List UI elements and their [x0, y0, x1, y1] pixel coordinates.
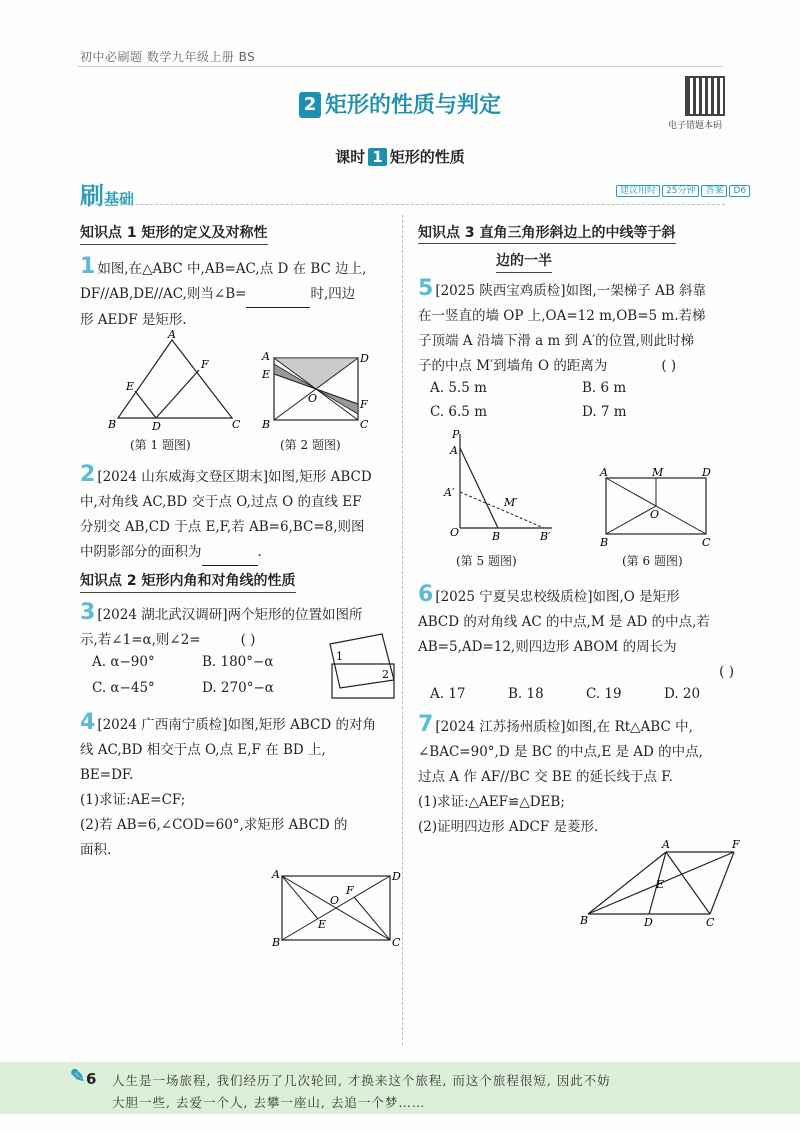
q2-line2: 中,对角线 AC,BD 交于点 O,过点 O 的直线 EF: [80, 494, 362, 510]
ladder-ab-prime: [460, 492, 544, 528]
label-o: O: [308, 392, 318, 405]
label-f: F: [346, 884, 354, 897]
label-e: E: [262, 368, 271, 381]
answer-label: 答案: [701, 185, 727, 197]
page-number: 6: [86, 1070, 97, 1088]
q1-line2b: 时,四边: [310, 286, 356, 302]
q2-line4b: .: [257, 544, 262, 560]
q4-line4: (1)求证:AE=CF;: [80, 792, 186, 808]
label-m-prime: M′: [504, 496, 518, 509]
quote-line1: 人生是一场旅程, 我们经历了几次轮回, 才换来这个旅程, 而这个旅程很短, 因此不妨: [112, 1073, 611, 1088]
q5-answer-paren[interactable]: ( ): [661, 358, 677, 374]
label-e: E: [318, 918, 327, 931]
label-c: C: [232, 418, 241, 431]
label-a: A: [450, 444, 458, 457]
label-d: D: [360, 352, 369, 365]
label-c: C: [392, 936, 401, 949]
q5-line1: [2025 陕西宝鸡质检]如图,一架梯子 AB 斜靠: [435, 283, 707, 299]
q7-line1: [2024 江苏扬州质检]如图,在 Rt△ABC 中,: [435, 719, 693, 735]
figure-q5: [440, 428, 560, 548]
label-b: B: [580, 914, 589, 927]
label-m: M: [652, 466, 664, 479]
book-header: 初中必刷题 数学九年级上册 BS: [80, 50, 256, 64]
angle-1-label: 1: [336, 650, 343, 663]
caption-q2: (第 2 题图): [280, 438, 341, 452]
label-a: A: [272, 868, 280, 881]
q5-option-c[interactable]: C. 6.5 m: [430, 404, 487, 420]
figure-q7: [578, 838, 744, 930]
q7-line4: (1)求证:△AEF≌△DEB;: [418, 794, 565, 810]
label-c: C: [702, 536, 711, 548]
angle-2-label: 2: [382, 668, 389, 681]
q1-line3: 形 AEDF 是矩形.: [80, 312, 187, 328]
segment-ac: [666, 852, 710, 914]
label-d: D: [392, 870, 401, 883]
segment-ab: [588, 852, 666, 914]
label-b: B: [262, 418, 271, 431]
q5-line3: 子顶端 A 沿墙下滑 a m 到 A′的位置,则此时梯: [418, 333, 694, 349]
column-divider: [402, 215, 404, 1045]
kp3-line1: 知识点 3 直角三角形斜边上的中线等于斜: [418, 225, 676, 244]
label-b: B: [492, 530, 501, 543]
qr-label: 电子错题本码: [668, 121, 723, 131]
header-divider: [78, 66, 723, 67]
q2-line4: 中阴影部分的面积为: [80, 544, 202, 560]
figure-q6: [596, 464, 716, 548]
label-o: O: [330, 894, 340, 907]
question-number: 5: [418, 276, 434, 301]
label-f: F: [201, 358, 209, 371]
q7-line5: (2)证明四边形 ADCF 是菱形.: [418, 819, 599, 835]
q6-line2: ABCD 的对角线 AC 的中点,M 是 AD 的中点,若: [418, 614, 710, 630]
lesson-text: 矩形的性质: [389, 148, 465, 166]
q2-answer-blank[interactable]: [202, 540, 258, 566]
q6-option-a[interactable]: A. 17: [430, 686, 466, 702]
label-a: A: [262, 350, 270, 363]
label-e: E: [126, 380, 135, 393]
label-b: B: [600, 536, 609, 548]
question-1: [80, 254, 396, 333]
question-number: 3: [80, 600, 96, 625]
section-label: 基础: [104, 190, 135, 208]
q5-line2: 在一竖直的墙 OP 上,OA=12 m,OB=5 m.若梯: [418, 308, 706, 324]
lesson-title: [0, 146, 800, 167]
time-box: [614, 183, 750, 196]
page-pencil-icon: ✎: [70, 1066, 86, 1087]
figure-q2: [260, 348, 370, 432]
footer-quote: [112, 1070, 742, 1114]
label-d: D: [152, 420, 161, 432]
figure-q3: [320, 630, 400, 700]
label-p: P: [452, 428, 460, 441]
q3-option-a[interactable]: A. α−90°: [92, 654, 155, 670]
segment-ae: [282, 876, 318, 919]
q1-line2: DF//AB,DE//AC,则当∠B=: [80, 286, 247, 302]
chapter-title: [0, 88, 800, 119]
q6-line1: [2025 宁夏吴忠校级质检]如图,O 是矩形: [435, 589, 680, 605]
caption-q1: (第 1 题图): [130, 438, 191, 452]
q5-option-a[interactable]: A. 5.5 m: [430, 380, 487, 396]
label-b: B: [272, 936, 281, 949]
time-value: 25分钟: [662, 185, 699, 197]
figure-q1: [104, 328, 244, 432]
segment-cf: [354, 897, 390, 940]
question-number: 7: [418, 712, 434, 737]
question-6: [418, 582, 738, 685]
q7-line2: ∠BAC=90°,D 是 BC 的中点,E 是 AD 的中点,: [418, 744, 703, 760]
q5-line4: 子的中点 M′到墙角 O 的距离为: [418, 358, 608, 374]
question-number: 4: [80, 710, 96, 735]
segment-bo: [606, 506, 656, 534]
lesson-prefix: 课时: [335, 148, 366, 166]
segment-df: [156, 370, 199, 418]
label-a-prime: A′: [444, 486, 455, 499]
q4-line2: 线 AC,BD 相交于点 O,点 E,F 在 BD 上,: [80, 742, 326, 758]
question-number: 6: [418, 582, 434, 607]
q6-line3: AB=5,AD=12,则四边形 ABOM 的周长为: [418, 639, 677, 655]
question-4: [80, 710, 400, 863]
triangle-abc: [118, 340, 232, 418]
q2-line1: [2024 山东威海文登区期末]如图,矩形 ABCD: [97, 469, 372, 485]
knowledge-point-3: [418, 222, 738, 273]
quote-line2: 大胆一些, 去爱一个人, 去攀一座山, 去追一个梦……: [112, 1095, 426, 1110]
q4-line5: (2)若 AB=6,∠COD=60°,求矩形 ABCD 的: [80, 817, 348, 833]
q3-option-b[interactable]: B. 180°−α: [202, 654, 274, 670]
q3-line1: [2024 湖北武汉调研]两个矩形的位置如图所: [97, 607, 363, 623]
chapter-title-text: 矩形的性质与判定: [324, 93, 501, 118]
q2-line3: 分别交 AB,CD 于点 E,F,若 AB=6,BC=8,则图: [80, 519, 365, 535]
knowledge-point-2: 知识点 2 矩形内角和对角线的性质: [80, 570, 296, 593]
segment-de: [135, 391, 156, 418]
knowledge-point-1: 知识点 1 矩形的定义及对称性: [80, 222, 268, 245]
lesson-number: 1: [368, 148, 386, 166]
question-number: 1: [80, 254, 96, 279]
q3-option-d[interactable]: D. 270°−α: [202, 680, 274, 696]
q6-option-d[interactable]: D. 20: [664, 686, 701, 702]
label-o: O: [450, 526, 460, 539]
question-7: [418, 712, 738, 840]
q5-option-d[interactable]: D. 7 m: [582, 404, 627, 420]
q4-line6: 面积.: [80, 842, 112, 858]
section-divider: [80, 204, 725, 206]
caption-q5: (第 5 题图): [456, 554, 517, 568]
q3-line2: 示,若∠1=α,则∠2=: [80, 632, 201, 648]
shua-glyph: 刷: [80, 182, 104, 210]
q6-answer-paren[interactable]: ( ): [719, 664, 734, 680]
ladder-ab: [460, 448, 498, 528]
label-f: F: [360, 398, 368, 411]
label-b: B: [108, 418, 117, 431]
question-5: [418, 276, 738, 379]
q5-option-b[interactable]: B. 6 m: [582, 380, 627, 396]
q3-answer-paren[interactable]: ( ): [240, 632, 256, 648]
q4-line3: BE=DF.: [80, 767, 134, 783]
kp3-line2: 边的一半: [496, 250, 552, 273]
question-number: 2: [80, 462, 96, 487]
answer-value: D6: [729, 185, 750, 197]
q6-option-c[interactable]: C. 19: [586, 686, 622, 702]
q1-line1: 如图,在△ABC 中,AB=AC,点 D 在 BC 边上,: [97, 261, 367, 277]
q1-answer-blank[interactable]: [246, 282, 310, 308]
label-e: E: [656, 878, 665, 891]
caption-q6: (第 6 题图): [622, 554, 683, 568]
label-d: D: [702, 466, 711, 479]
label-d: D: [644, 916, 653, 929]
time-label: 建议用时: [616, 185, 660, 197]
question-2: [80, 462, 400, 566]
label-c: C: [706, 916, 715, 929]
label-c: C: [360, 418, 369, 431]
label-a: A: [600, 466, 608, 479]
figure-q4: [270, 866, 402, 950]
label-a: A: [662, 838, 670, 851]
chapter-number: 2: [299, 92, 321, 118]
q4-line1: [2024 广西南宁质检]如图,矩形 ABCD 的对角: [97, 717, 376, 733]
label-b-prime: B′: [540, 530, 551, 543]
label-a: A: [168, 328, 176, 341]
q3-option-c[interactable]: C. α−45°: [92, 680, 155, 696]
label-f: F: [732, 838, 740, 851]
q7-line3: 过点 A 作 AF//BC 交 BE 的延长线于点 F.: [418, 769, 673, 785]
label-o: O: [650, 508, 660, 521]
q6-option-b[interactable]: B. 18: [508, 686, 544, 702]
